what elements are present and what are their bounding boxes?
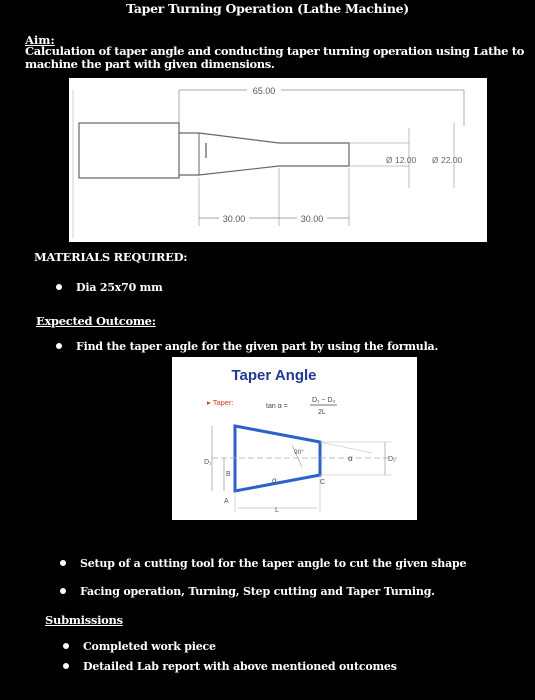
expected-item-text: Facing operation, Turning, Step cutting and Taper Turning. xyxy=(80,585,435,598)
expected-item-3 xyxy=(60,585,435,598)
dia-large-symbol: Ø xyxy=(432,156,439,165)
label-c: C xyxy=(320,479,326,486)
dia-large: 22.00 xyxy=(441,155,463,165)
label-alpha-2: α xyxy=(348,454,353,463)
part-drawing xyxy=(69,78,487,242)
label-90: 90° xyxy=(294,449,304,456)
label-b: B xyxy=(226,471,231,478)
label-a: A xyxy=(224,498,229,505)
submission-item-text: Detailed Lab report with above mentioned outcomes xyxy=(83,660,397,673)
bullet-dot xyxy=(60,560,66,566)
bullet-dot xyxy=(56,343,62,349)
taper-angle-figure xyxy=(172,357,417,520)
materials-item-text: Dia 25x70 mm xyxy=(76,281,163,294)
expected-heading: Expected Outcome: xyxy=(36,314,156,328)
dim-right: 30.00 xyxy=(300,214,324,224)
aim-label: Aim: xyxy=(25,33,55,47)
expected-item-text: Setup of a cutting tool for the taper angle to cut the given shape xyxy=(80,557,467,570)
label-d2: D₂ xyxy=(388,456,396,463)
expected-item-1 xyxy=(56,340,438,353)
label-alpha-1: α xyxy=(272,476,277,485)
taper-figure-title: Taper Angle xyxy=(231,367,317,384)
page-title: Taper Turning Operation (Lathe Machine) xyxy=(126,1,409,16)
label-l: L xyxy=(275,507,279,514)
bullet-dot xyxy=(56,284,62,290)
taper-angle-svg xyxy=(172,357,417,520)
label-d1: D₁ xyxy=(204,459,212,466)
dim-total: 65.00 xyxy=(252,86,276,96)
aim-text: Calculation of taper angle and conducting taper turning operation using Lathe to machine the part with given dimensions. xyxy=(25,44,525,71)
submission-item-2 xyxy=(63,660,397,673)
formula-den: 2L xyxy=(318,409,326,416)
bullet-dot xyxy=(63,663,69,669)
taper-label: ▸ Taper: xyxy=(207,398,234,407)
materials-heading: MATERIALS REQUIRED: xyxy=(34,250,188,264)
bullet-dot xyxy=(60,588,66,594)
formula-lhs: tan α = xyxy=(266,403,288,410)
submissions-heading: Submissions xyxy=(45,613,123,627)
bullet-dot xyxy=(63,643,69,649)
dia-small-symbol: Ø xyxy=(386,156,393,165)
dim-left: 30.00 xyxy=(222,214,246,224)
part-drawing-svg xyxy=(69,78,487,242)
materials-item xyxy=(56,281,163,294)
submission-item-text: Completed work piece xyxy=(83,640,216,653)
submission-item-1 xyxy=(63,640,216,653)
expected-item-text: Find the taper angle for the given part by using the formula. xyxy=(76,340,439,353)
formula-num: D₁ − D₂ xyxy=(312,397,336,404)
dia-small: 12.00 xyxy=(395,155,417,165)
expected-item-2 xyxy=(60,557,466,570)
